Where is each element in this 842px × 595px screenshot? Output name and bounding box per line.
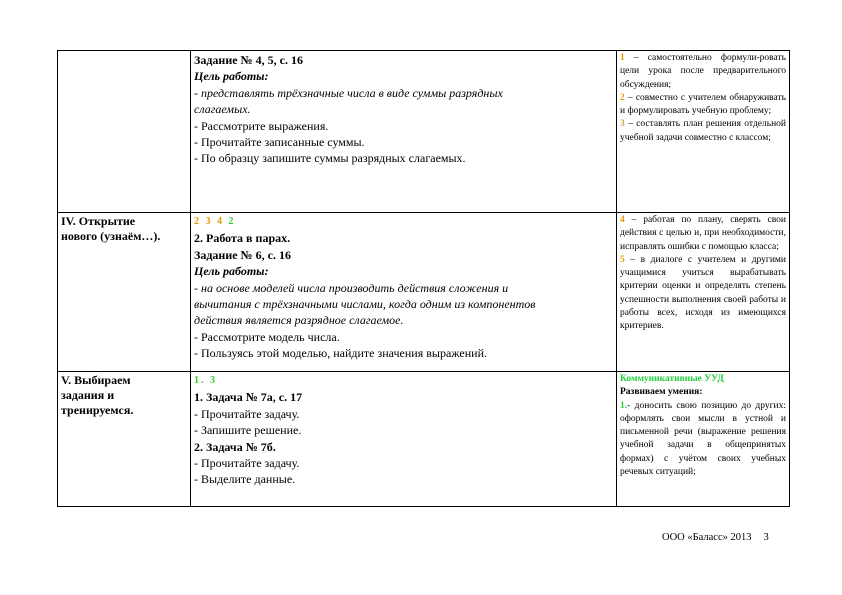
task-line: 2. Работа в парах. bbox=[194, 231, 291, 246]
table-row bbox=[58, 372, 790, 507]
task-line: - Выделите данные. bbox=[194, 472, 296, 487]
task-line: Задание № 6, с. 16 bbox=[194, 247, 291, 262]
task-line: - Рассмотрите модель числа. bbox=[194, 329, 340, 344]
note-text: – работая по плану, сверять свои действия с целью и, при необходимости, исправлять ошибки с помощью класса; bbox=[620, 215, 786, 252]
content-cell bbox=[191, 372, 617, 507]
note-number: 4 bbox=[620, 215, 625, 225]
task-line: вычитания с трёхзначными числами, когда одним из компонентов bbox=[194, 297, 536, 312]
competency-number: 4 bbox=[217, 216, 224, 227]
task-line: - Рассмотрите выражения. bbox=[194, 118, 329, 133]
competency-number: 3 bbox=[205, 216, 213, 227]
stage-title-line: задания и bbox=[61, 388, 115, 402]
task-line: - на основе моделей числа производить действия сложения и bbox=[194, 280, 509, 295]
note-number: 3 bbox=[620, 119, 625, 130]
notes-cell bbox=[617, 213, 790, 372]
uud-title: Коммуникативные УУД bbox=[620, 374, 724, 384]
task-line: - Запишите решение. bbox=[194, 423, 302, 438]
task-line: - Прочитайте задачу. bbox=[194, 406, 300, 421]
note-text: – составлять план решения отдельной учебной задачи совместно с классом; bbox=[620, 119, 786, 143]
note-text: – в диалоге с учителем и другими учащимися учиться вырабатывать критерии оценки и определять степень успешности выполнения своей работы и работы всех, исходя из имеющихся критериев. bbox=[620, 254, 786, 332]
note-number: 2 bbox=[620, 92, 625, 103]
note-number: 1. bbox=[620, 400, 628, 411]
competency-note bbox=[620, 52, 786, 92]
stage-title-line: V. Выбираем bbox=[61, 373, 131, 387]
note-number: 1 bbox=[620, 53, 625, 63]
stage-title-line: нового (узнаём…). bbox=[61, 229, 161, 243]
task-line: - Прочитайте задачу. bbox=[194, 456, 300, 471]
task-line: действия является разрядное слагаемое. bbox=[194, 313, 404, 328]
task-line: Цель работы: bbox=[194, 69, 269, 84]
stage-cell bbox=[58, 51, 191, 213]
competency-number: 2 bbox=[228, 216, 236, 227]
competency-note bbox=[620, 214, 786, 254]
task-line: - Прочитайте записанные суммы. bbox=[194, 135, 365, 150]
notes-cell bbox=[617, 372, 790, 507]
task-line: - представлять трёхзначные числа в виде суммы разрядных bbox=[194, 85, 503, 100]
stage-cell bbox=[58, 213, 191, 372]
task-line: Задание № 4, 5, с. 16 bbox=[194, 53, 303, 67]
note-number: 5 bbox=[620, 254, 625, 265]
competency-numbers bbox=[194, 373, 613, 389]
publisher-label: ООО «Баласс» 2013 bbox=[662, 532, 752, 543]
uud-subtitle: Развиваем умения: bbox=[620, 387, 703, 398]
stage-title-line: тренируемся. bbox=[61, 403, 134, 417]
task-line: - Пользуясь этой моделью, найдите значения выражений. bbox=[194, 346, 488, 361]
note-text: - доносить свою позицию до других: оформлять свои мысли в устной и письменной речи (выражение решения учебной задачи в общепринятых формах) с учётом своих учебных речевых ситуаций; bbox=[620, 400, 786, 478]
table-row bbox=[58, 51, 790, 213]
competency-number: 1. bbox=[194, 375, 206, 386]
note-text: – совместно с учителем обнаруживать и формулировать учебную проблему; bbox=[620, 92, 786, 117]
competency-note bbox=[620, 400, 786, 480]
competency-note bbox=[620, 254, 786, 334]
task-line: 2. Задача № 7б. bbox=[194, 439, 276, 454]
stage-cell bbox=[58, 372, 191, 507]
stage-title-line: IV. Открытие bbox=[61, 214, 136, 228]
task-line: слагаемых. bbox=[194, 102, 251, 117]
note-text: – самостоятельно формули-ровать цели урока после предварительного обсуждения; bbox=[620, 53, 786, 90]
notes-cell bbox=[617, 51, 790, 213]
competency-note bbox=[620, 118, 786, 145]
competency-note bbox=[620, 92, 786, 119]
content-cell bbox=[191, 213, 617, 372]
task-line: - По образцу запишите суммы разрядных слагаемых. bbox=[194, 151, 466, 166]
competency-number: 3 bbox=[210, 375, 217, 386]
lesson-plan-table bbox=[57, 50, 790, 507]
table-row bbox=[58, 213, 790, 372]
content-cell bbox=[191, 51, 617, 213]
task-line: 1. Задача № 7а, с. 17 bbox=[194, 390, 303, 405]
competency-numbers bbox=[194, 214, 613, 230]
competency-number: 2 bbox=[194, 216, 201, 227]
page-number: 3 bbox=[763, 532, 769, 543]
task-line: Цель работы: bbox=[194, 264, 269, 279]
page-footer bbox=[662, 532, 769, 543]
